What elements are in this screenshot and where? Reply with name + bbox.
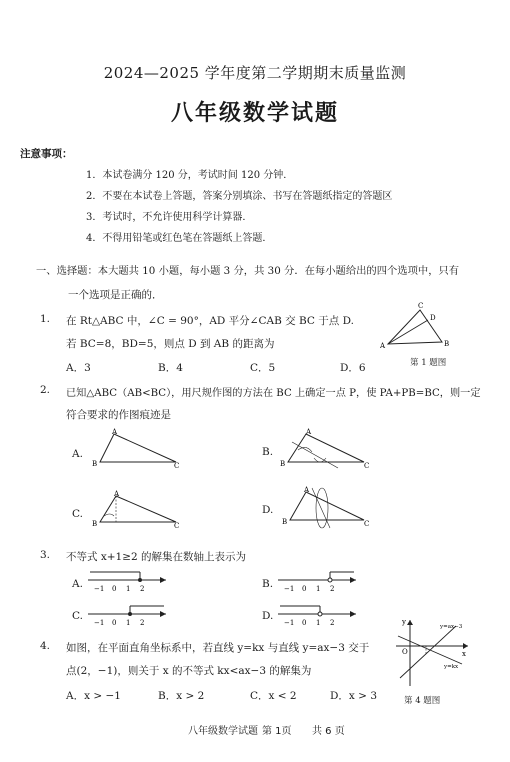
section-heading-cont: 一个选项是正确的．	[68, 289, 163, 301]
svg-text:2: 2	[330, 619, 335, 627]
q3-numberline-d	[276, 602, 360, 628]
q4-label-o: O	[402, 648, 408, 656]
q1-line1: 在 Rt△ABC 中，∠C = 90°，AD 平分∠CAB 交 BC 于点 D.	[66, 315, 354, 327]
footer-page: 第 1页	[262, 726, 292, 737]
q3-option-b: B.	[262, 578, 274, 590]
q2a-label-a: A	[112, 428, 118, 436]
q2a-label-b: B	[92, 460, 98, 468]
svg-text:1: 1	[126, 619, 131, 627]
q2b-label-a: A	[306, 428, 312, 436]
svg-text:2: 2	[330, 585, 335, 593]
q2-figure-a	[92, 428, 182, 468]
q3-line1: 不等式 x+1≥2 的解集在数轴上表示为	[66, 551, 247, 563]
q2c-label-a: A	[114, 490, 120, 498]
svg-text:2: 2	[140, 585, 145, 593]
svg-text:−1: −1	[284, 619, 295, 627]
q2a-label-c: C	[174, 462, 180, 468]
q2c-label-c: C	[174, 522, 180, 530]
svg-text:−1: −1	[94, 619, 105, 627]
svg-text:0: 0	[112, 585, 117, 593]
q4-option-b: B．x > 2	[158, 690, 205, 702]
q2-option-d: D.	[262, 504, 274, 516]
notice-item-1: 1．本试卷满分 120 分，考试时间 120 分钟．	[86, 170, 294, 181]
q2-number: 2.	[40, 384, 51, 396]
q4-line2: 点(2，−1)，则关于 x 的不等式 kx<ax−3 的解集为	[66, 665, 312, 677]
q2d-label-a: A	[304, 486, 310, 494]
q3-option-a: A.	[72, 578, 83, 590]
q4-label-l1: y=kx	[444, 664, 459, 670]
q1-bisector	[388, 320, 428, 344]
q1-option-b: B．4	[158, 362, 183, 374]
q1-number: 1.	[40, 313, 51, 325]
svg-text:1: 1	[316, 585, 321, 593]
q4-figure	[392, 616, 472, 688]
notice-title: 注意事项：	[20, 148, 73, 160]
svg-text:0: 0	[112, 619, 117, 627]
q4-number: 4.	[40, 640, 51, 652]
q1-label-c: C	[418, 302, 424, 310]
notice-item-3: 3．考试时，不允许使用科学计算器．	[86, 212, 253, 223]
q3-numberline-a	[86, 568, 170, 594]
q2-line2: 符合要求的作图痕迹是	[66, 409, 171, 421]
q2-option-a: A.	[72, 448, 83, 460]
notice-item-2: 2．不要在本试卷上答题，答案分别填涂、书写在答题纸指定的答题区	[86, 191, 393, 202]
q2b-label-c: C	[364, 462, 370, 470]
q3-option-c: C.	[72, 610, 83, 622]
notice-item-4: 4．不得用铅笔或红色笔在答题纸上答题．	[86, 233, 273, 244]
q3-number: 3.	[40, 549, 51, 561]
q3-numberline-c	[86, 602, 170, 628]
q2-figure-d	[280, 484, 370, 532]
q2-figure-b	[278, 428, 370, 472]
q3-option-d: D.	[262, 610, 274, 622]
q1-caption: 第 1 题图	[410, 358, 447, 368]
q1-figure	[380, 300, 470, 360]
q4-option-a: A．x > −1	[66, 690, 121, 702]
q1-line2: 若 BC=8，BD=5，则点 D 到 AB 的距离为	[66, 338, 275, 350]
svg-text:0: 0	[302, 619, 307, 627]
footer-title: 八年级数学试题	[188, 726, 258, 737]
q2-figure-c	[92, 490, 182, 530]
q2-option-b: B.	[262, 446, 274, 458]
q2d-label-b: B	[282, 518, 288, 526]
q2b-label-b: B	[280, 460, 286, 468]
q1-label-a: A	[380, 342, 386, 350]
q2c-label-b: B	[92, 520, 98, 528]
q3-numberline-b	[276, 568, 360, 594]
exam-title: 2024—2025 学年度第二学期期末质量监测	[103, 64, 407, 82]
q1-option-c: C．5	[250, 362, 276, 374]
svg-text:1: 1	[126, 585, 131, 593]
svg-text:−1: −1	[94, 585, 105, 593]
q1-option-a: A．3	[66, 362, 91, 374]
q4-label-l2: y=ax−3	[440, 624, 463, 630]
q4-line1: 如图，在平面直角坐标系中，若直线 y=kx 与直线 y=ax−3 交于	[66, 642, 370, 654]
q4-label-x: x	[462, 650, 466, 658]
q2d-label-c: C	[364, 520, 370, 528]
svg-text:0: 0	[302, 585, 307, 593]
q4-label-y: y	[402, 618, 406, 626]
q1-option-d: D．6	[340, 362, 366, 374]
q4-option-c: C．x < 2	[250, 690, 297, 702]
svg-text:2: 2	[140, 619, 145, 627]
svg-text:1: 1	[316, 619, 321, 627]
exam-subtitle: 八年级数学试题	[170, 101, 339, 126]
section-heading: 一、选择题：本大题共 10 小题，每小题 3 分，共 30 分．在每小题给出的四个选项中，只有	[36, 265, 460, 277]
q4-caption: 第 4 题图	[404, 696, 441, 706]
svg-text:−1: −1	[284, 585, 295, 593]
q2-line1: 已知△ABC（AB<BC），用尺规作图的方法在 BC 上确定一点 P，使 PA+PB=BC，则一定	[66, 388, 481, 399]
footer-total: 共 6 页	[312, 726, 345, 737]
q2-option-c: C.	[72, 508, 83, 520]
q1-label-d: D	[430, 314, 436, 322]
q1-label-b: B	[444, 340, 450, 348]
q4-option-d: D．x > 3	[330, 690, 377, 702]
